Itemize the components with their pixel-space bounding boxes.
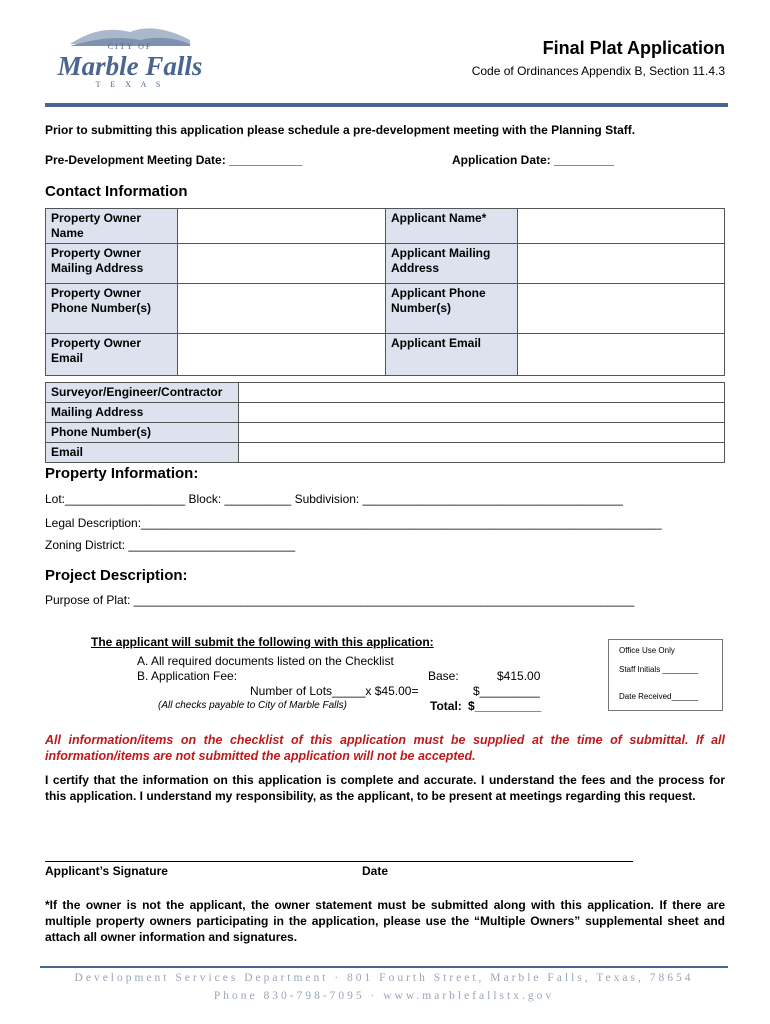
submission-item-b: B. Application Fee: <box>137 669 238 683</box>
footer-divider <box>40 966 728 968</box>
logo-state-text: T E X A S <box>95 80 165 89</box>
zoning-district-field[interactable]: Zoning District: _________________________ <box>45 538 296 552</box>
staff-initials-field[interactable]: Staff Initials ________ <box>619 665 699 674</box>
applicant-email-input[interactable] <box>518 334 725 376</box>
owner-email-input[interactable] <box>178 334 386 376</box>
base-fee-label: Base: <box>428 669 459 683</box>
footer-address: Development Services Department · 801 Fourth Street, Marble Falls, Texas, 78654 <box>74 972 694 984</box>
surveyor-phone-input[interactable] <box>239 423 725 443</box>
lot-block-subdivision-field[interactable]: Lot:__________________ Block: __________ Subdivision: _______________________________________ <box>45 492 623 506</box>
total-fee-label: Total: <box>430 699 462 713</box>
applicant-phone-label: Applicant Phone Number(s) <box>386 284 518 334</box>
submittal-warning: All information/items on the checklist of this application must be supplied at the time of submittal. If all information/items are not submitted the application will not be accepted. <box>45 733 725 763</box>
surveyor-table <box>45 382 725 463</box>
owner-email-label: Property Owner Email <box>46 334 178 376</box>
date-received-field[interactable]: Date Received______ <box>619 692 699 701</box>
city-logo <box>55 22 205 92</box>
signature-date-label: Date <box>362 864 389 878</box>
checks-payable-note: (All checks payable to City of Marble Falls) <box>158 700 347 711</box>
logo-name-text: Marble Falls <box>57 51 203 81</box>
submission-heading: The applicant will submit the following with this application: <box>91 635 434 649</box>
logo-city-text: CITY OF <box>107 42 153 51</box>
footer-contact: Phone 830-798-7095 · www.marblefallstx.gov <box>213 990 555 1002</box>
contact-heading: Contact Information <box>45 183 188 200</box>
owner-phone-label: Property Owner Phone Number(s) <box>46 284 178 334</box>
surveyor-phone-label: Phone Number(s) <box>46 423 239 443</box>
pre-meeting-notice: Prior to submitting this application please schedule a pre-development meeting with the Planning Staff. <box>45 123 636 137</box>
contact-table <box>45 208 725 376</box>
surveyor-address-label: Mailing Address <box>46 403 239 423</box>
lots-fee-label[interactable]: Number of Lots_____x $45.00= <box>250 684 419 698</box>
owner-address-input[interactable] <box>178 244 386 284</box>
submission-item-a: A. All required documents listed on the Checklist <box>137 654 394 668</box>
header-divider <box>45 103 728 107</box>
project-heading: Project Description: <box>45 567 188 584</box>
surveyor-email-input[interactable] <box>239 443 725 463</box>
application-date-field[interactable]: Application Date: _________ <box>452 153 615 167</box>
office-use-title: Office Use Only <box>619 646 675 655</box>
page-subtitle: Code of Ordinances Appendix B, Section 11.4.3 <box>471 64 725 78</box>
office-use-box <box>608 639 723 711</box>
applicant-signature-label: Applicant’s Signature <box>45 864 168 878</box>
applicant-phone-input[interactable] <box>518 284 725 334</box>
lots-fee-value[interactable]: $_________ <box>473 684 540 698</box>
meeting-date-field[interactable]: Pre-Development Meeting Date: ___________ <box>45 153 303 167</box>
applicant-address-input[interactable] <box>518 244 725 284</box>
owner-name-label: Property Owner Name <box>46 209 178 244</box>
legal-description-field[interactable]: Legal Description:______________________________________________________________________________ <box>45 516 662 530</box>
surveyor-email-label: Email <box>46 443 239 463</box>
owner-phone-input[interactable] <box>178 284 386 334</box>
signature-line[interactable] <box>45 861 633 862</box>
surveyor-label: Surveyor/Engineer/Contractor <box>46 383 239 403</box>
owner-statement-note: *If the owner is not the applicant, the owner statement must be submitted along with this application. If there are multiple property owners participating in the application, please use the “Multiple Owners” supplemental sheet and attach all owner information and signatures. <box>45 898 725 944</box>
surveyor-address-input[interactable] <box>239 403 725 423</box>
applicant-address-label: Applicant Mailing Address <box>386 244 518 284</box>
base-fee-value: $415.00 <box>497 669 541 683</box>
total-fee-value[interactable]: $__________ <box>468 699 542 713</box>
owner-address-label: Property Owner Mailing Address <box>46 244 178 284</box>
applicant-email-label: Applicant Email <box>386 334 518 376</box>
applicant-name-label: Applicant Name* <box>386 209 518 244</box>
certification-text: I certify that the information on this application is complete and accurate. I understand the fees and the process for this application. I understand my responsibility, as the applicant, to be present at meetings regarding this request. <box>45 773 725 803</box>
property-heading: Property Information: <box>45 465 199 482</box>
owner-name-input[interactable] <box>178 209 386 244</box>
surveyor-input[interactable] <box>239 383 725 403</box>
page-title: Final Plat Application <box>542 38 725 58</box>
purpose-of-plat-field[interactable]: Purpose of Plat: ___________________________________________________________________________ <box>45 593 635 607</box>
applicant-name-input[interactable] <box>518 209 725 244</box>
